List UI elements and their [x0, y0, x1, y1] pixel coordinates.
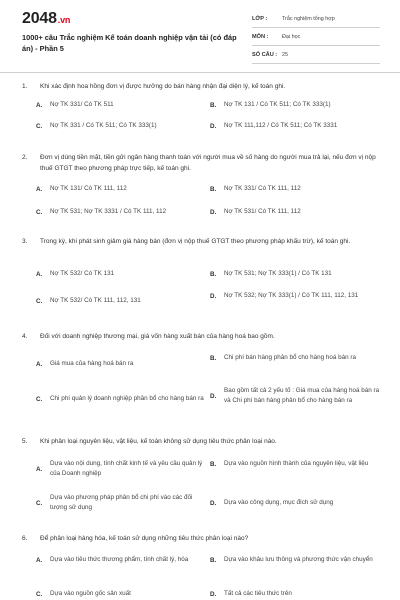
option-text: Dựa vào nguồn gốc sản xuất: [50, 590, 131, 597]
option-d[interactable]: [210, 207, 382, 217]
option-c[interactable]: [36, 121, 206, 131]
question-number: 6.: [22, 535, 28, 542]
question-number: 5.: [22, 438, 28, 445]
question-text: Để phân loại hàng hóa, kế toán sử dụng những tiêu thức phân loại nào?: [40, 535, 249, 542]
option-letter: C.: [36, 297, 43, 305]
option-letter: A.: [36, 270, 43, 278]
option-text: Dựa vào khâu lưu thông và phương thức vận chuyển: [224, 556, 373, 563]
option-b[interactable]: [210, 555, 382, 565]
option-c[interactable]: [36, 493, 206, 513]
meta-value: Trắc nghiệm tổng hợp: [282, 15, 335, 22]
logo-suffix: .vn: [57, 15, 71, 25]
option-letter: A.: [36, 360, 43, 368]
option-text: Dựa vào phương pháp phân bổ chi phí vào các đối tượng sử dụng: [50, 494, 193, 511]
option-b[interactable]: [210, 353, 382, 363]
option-letter: C.: [36, 122, 43, 130]
site-logo[interactable]: [22, 10, 70, 28]
option-text: Chi phí quản lý doanh nghiệp phân bổ cho hàng bán ra: [50, 395, 204, 402]
option-text: Dựa vào tiêu thức thương phẩm, tính chất lý, hóa: [50, 556, 189, 563]
question-text: Khi xác định hoa hồng đơn vị được hưởng do bán hàng nhận đại diện lý, kế toán ghi.: [40, 83, 286, 90]
option-d[interactable]: [210, 386, 382, 406]
option-text: Dựa vào nguồn hình thành của nguyên liệu, vật liệu: [224, 460, 369, 467]
option-text: Nợ TK 331/ Có TK 111, 112: [224, 185, 301, 192]
option-letter: D.: [210, 392, 217, 400]
option-a[interactable]: [36, 269, 206, 279]
question-number: 3.: [22, 238, 28, 245]
option-text: Chi phí bán hàng phân bổ cho hàng hoá bán ra: [224, 354, 356, 361]
option-letter: B.: [210, 185, 217, 193]
option-letter: B.: [210, 101, 217, 109]
option-letter: B.: [210, 556, 217, 564]
option-letter: C.: [36, 208, 43, 216]
option-letter: D.: [210, 590, 217, 598]
option-d[interactable]: [210, 498, 382, 508]
document-meta: [252, 10, 380, 64]
option-text: Nợ TK 331 / Có TK 511; Có TK 333(1): [50, 122, 157, 129]
option-letter: D.: [210, 292, 217, 300]
option-text: Nợ TK 331/ Có TK 511: [50, 101, 114, 108]
option-b[interactable]: [210, 100, 382, 110]
meta-label: SỐ CÂU :: [252, 51, 278, 58]
option-letter: D.: [210, 208, 217, 216]
meta-row-class: [252, 10, 380, 28]
option-letter: A.: [36, 101, 43, 109]
option-c[interactable]: [36, 296, 206, 306]
option-b[interactable]: [210, 459, 382, 469]
meta-value: 25: [282, 51, 288, 58]
question-text: Đối với doanh nghiệp thương mại, giá vốn hàng xuất bán của hàng hoá bao gồm.: [40, 333, 275, 340]
option-a[interactable]: [36, 184, 206, 194]
option-text: Giá mua của hàng hoá bán ra: [50, 360, 134, 367]
option-letter: C.: [36, 499, 43, 507]
option-text: Nợ TK 532; Nợ TK 333(1) / Có TK 111, 112, 131: [224, 292, 359, 299]
option-text: Nợ TK 531; Nợ TK 3331 / Có TK 111, 112: [50, 208, 167, 215]
option-c[interactable]: [36, 207, 206, 217]
option-letter: A.: [36, 185, 43, 193]
question-number: 1.: [22, 83, 28, 90]
question-text: Đơn vị dùng tiền mặt, tiền gửi ngân hàng thanh toán với người mua về số hàng do người mua trả lại, nếu đơn vị nộp thuế GTGT theo phương pháp trực tiếp, kế toán ghi.: [40, 154, 376, 172]
meta-label: LỚP :: [252, 15, 268, 22]
option-c[interactable]: [36, 589, 206, 599]
option-text: Nợ TK 531; Nợ TK 333(1) / Có TK 131: [224, 270, 332, 277]
option-text: Nợ TK 532/ Có TK 131: [50, 270, 115, 277]
question-number: 2.: [22, 154, 28, 161]
question-number: 4.: [22, 333, 28, 340]
header-divider: [0, 72, 400, 73]
option-letter: B.: [210, 354, 217, 362]
option-a[interactable]: [36, 359, 206, 369]
option-text: Nợ TK 532/ Có TK 111, 112, 131: [50, 297, 141, 304]
option-text: Tất cả các tiêu thức trên: [224, 590, 292, 597]
option-text: Nợ TK 131/ Có TK 111, 112: [50, 185, 127, 192]
meta-row-subject: [252, 28, 380, 46]
option-a[interactable]: [36, 459, 206, 479]
option-letter: D.: [210, 499, 217, 507]
document-title: 1000+ câu Trắc nghiệm Kế toán doanh nghiệp vận tải (có đáp án) - Phần 5: [22, 33, 237, 53]
option-text: Dựa vào công dụng, mục đích sử dụng: [224, 499, 334, 506]
meta-label: MÔN :: [252, 33, 269, 40]
logo-number: 2048: [22, 10, 57, 27]
option-a[interactable]: [36, 100, 206, 110]
option-text: Nợ TK 531/ Có TK 111, 112: [224, 208, 301, 215]
option-letter: C.: [36, 395, 43, 403]
option-text: Bao gồm tất cả 2 yếu tố : Giá mua của hàng hoá bán ra và Chi phí bán hàng phân bổ cho hàng bán ra: [224, 387, 380, 404]
option-letter: D.: [210, 122, 217, 130]
option-b[interactable]: [210, 269, 382, 279]
option-letter: A.: [36, 556, 43, 564]
option-d[interactable]: [210, 291, 382, 301]
option-letter: C.: [36, 590, 43, 598]
option-letter: A.: [36, 465, 43, 473]
question-text: Trong kỳ, khi phát sinh giảm giá hàng bán (đơn vị nộp thuế GTGT theo phương pháp khấu trừ), kế toán ghi.: [40, 238, 351, 245]
option-text: Dựa vào nội dung, tính chất kinh tế và yêu cầu quản lý của Doanh nghiệp: [50, 460, 203, 477]
option-c[interactable]: [36, 394, 206, 404]
page-header: [0, 0, 400, 64]
option-text: Nợ TK 111,112 / Có TK 511; Có TK 3331: [224, 122, 338, 129]
option-a[interactable]: [36, 555, 206, 565]
option-text: Nợ TK 131 / Có TK 511; Có TK 333(1): [224, 101, 331, 108]
option-b[interactable]: [210, 184, 382, 194]
meta-row-count: [252, 46, 380, 64]
option-d[interactable]: [210, 589, 382, 599]
option-d[interactable]: [210, 121, 382, 131]
meta-value: Đại học: [282, 33, 301, 40]
option-letter: B.: [210, 460, 217, 468]
question-text: Khi phân loại nguyên liệu, vật liệu, kế toán không sử dụng tiêu thức phân loại nào.: [40, 438, 277, 445]
option-letter: B.: [210, 270, 217, 278]
